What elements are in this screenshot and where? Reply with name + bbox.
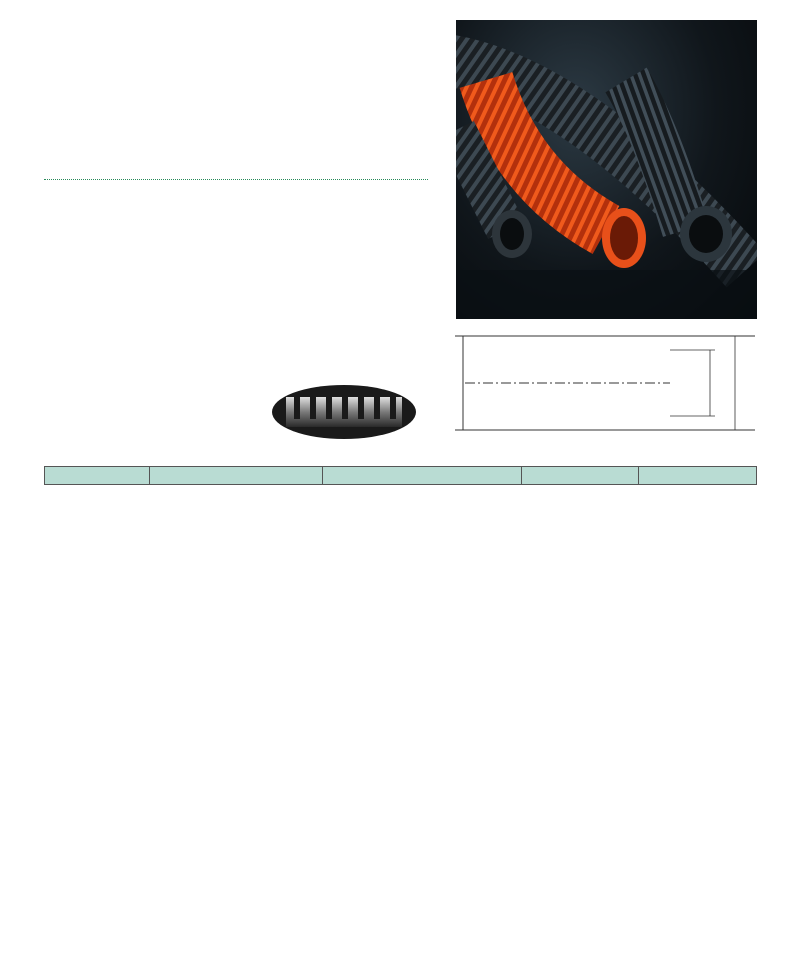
header-packaging — [639, 467, 757, 485]
hose-cross-section-icon — [272, 385, 416, 439]
pe-section — [44, 20, 444, 26]
table-header-row — [45, 467, 757, 485]
header-spec — [150, 467, 323, 485]
pp-section — [44, 192, 444, 198]
header-dims — [323, 467, 522, 485]
header-item-no — [45, 467, 150, 485]
spec-table — [44, 466, 757, 485]
header-radius — [522, 467, 639, 485]
section-divider — [44, 179, 428, 180]
product-photo — [456, 20, 757, 319]
hose-photo-illustration — [456, 20, 757, 319]
hose-dimension-diagram — [455, 326, 795, 456]
